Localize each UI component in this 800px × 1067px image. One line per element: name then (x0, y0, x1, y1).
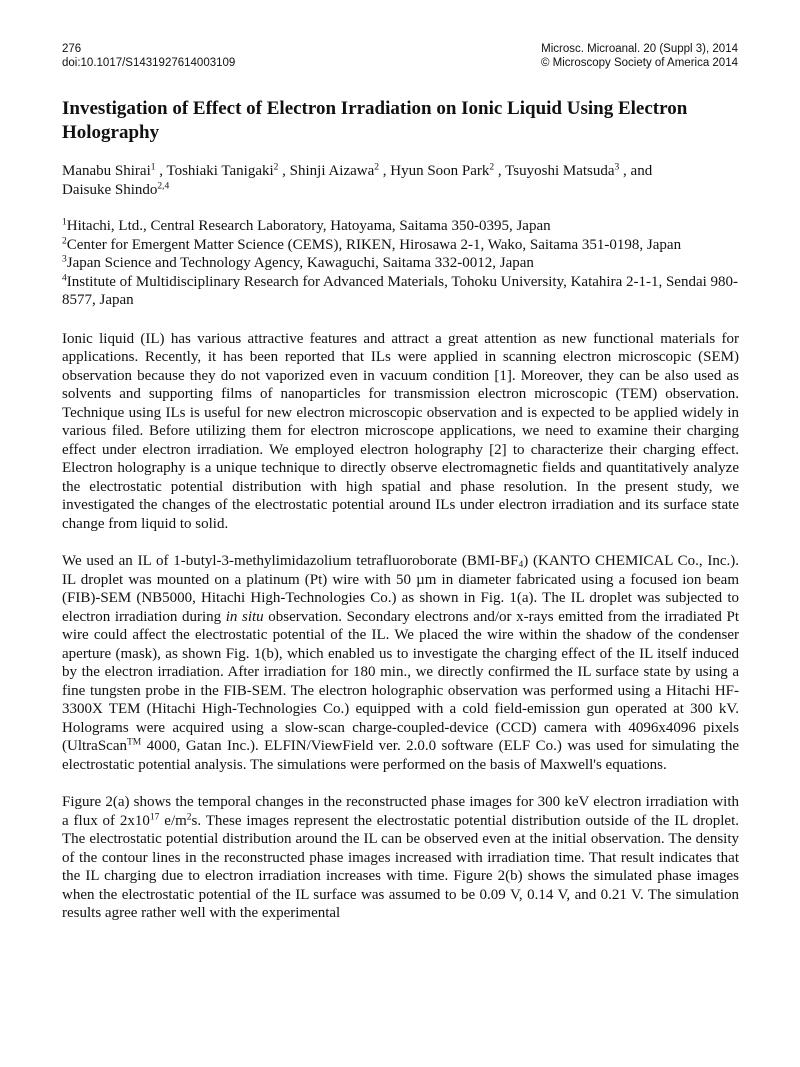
paper-title: Investigation of Effect of Electron Irradiation on Ionic Liquid Using Electron Holography (62, 98, 688, 143)
author-name: Shinji Aizawa (289, 163, 375, 179)
paragraph-methods: We used an IL of 1-butyl-3-methylimidazolium tetrafluoroborate $(BMI-BF_4)$ (KANTO CHEMICAL Co., Inc.). IL droplet was mounted on a platinum (Pt) wire with 50 µm in diameter fabricated using a focused ion beam (FIB)-SEM (NB5000, Hitachi High-Technologies Co.) as shown in Fig. 1(a). The IL droplet was subjected to electron irradiation during in situ observation. Secondary electrons and/or x-rays emitted from the irradiated Pt wire could affect the electrostatic potential of the IL. We placed the wire within the shadow of the condenser aperture (mask), as shown Fig. 1(b), which enabled us to investigate the charging effect of the IL itself induced by the electron irradiation. After irradiation for 180 min., we directly confirmed the IL surface state by using a fine tungsten probe in the FIB-SEM. The electron holographic observation was performed using a Hitachi HF-3300X TEM (Hitachi High-Technologies Co.) equipped with a cold field-emission gun operated at 300 kV. Holograms were acquired using a slow-scan charge-coupled-device (CCD) camera with 4096x4096 pixels (UltraScan™ 4000, Gatan Inc.). ELFIN/ViewField ver. 2.0.0 software (ELF Co.) was used for simulating the electrostatic potential analysis. The simulations were performed on the basis of Maxwell's equations. (62, 553, 740, 773)
author-separator: , (278, 163, 290, 179)
doi: doi:10.1017/S1431927614003109 (62, 57, 236, 69)
author-affiliation-mark: 2 (374, 162, 379, 173)
author-list (62, 162, 739, 200)
affiliation-text: Hitachi, Ltd., Central Research Laboratory, Hatoyama, Saitama 350-0395, Japan (66, 218, 551, 234)
author-name: Daisuke Shindo (62, 182, 158, 198)
affiliation (62, 236, 739, 255)
paragraph-results: Figure 2(a) shows the temporal changes in the reconstructed phase images for 300 keV electron irradiation with a flux of $2x10^{17}$ $e/m^2s$. These images represent the electrostatic potential distribution outside of the IL droplet. The electrostatic potential distribution around the IL can be observed even at the initial observation. The density of the contour lines in the reconstructed phase images increased with irradiation time. That result indicates that the IL charging due to electron irradiation increases with time. Figure 2(b) shows the simulated phase images when the electrostatic potential of the IL surface was assumed to be 0.09 V, 0.14 V, and 0.21 V. The simulation results agree rather well with the experimental (62, 794, 739, 921)
affiliation-mark: 4 (62, 273, 67, 283)
header-left (62, 42, 235, 70)
copyright: © Microscopy Society of America 2014 (540, 57, 738, 69)
affiliation-mark: 2 (62, 236, 67, 246)
author-name: Manabu Shirai (62, 163, 151, 179)
author-affiliation-mark: 2 (489, 162, 495, 173)
header-right (541, 42, 738, 70)
author-affiliation-mark: 2 (273, 162, 279, 173)
article-body (62, 97, 739, 923)
affiliation (62, 254, 739, 273)
affiliation-text: Japan Science and Technology Agency, Kawaguchi, Saitama 332-0012, Japan (66, 255, 534, 271)
author-affiliation-mark: 2,4 (157, 181, 170, 192)
author-affiliation-mark: 1 (150, 162, 156, 173)
affiliation-mark: 3 (62, 254, 67, 265)
affiliation-list (62, 217, 739, 310)
affiliation-text: Institute of Multidisciplinary Research for Advanced Materials, Tohoku University, Katahira 2-1-1, Sendai 980-8577, Japan (62, 273, 739, 308)
affiliation-text: Center for Emergent Matter Science (CEMS), RIKEN, Hirosawa 2-1, Wako, Saitama 351-0198, Japan (66, 236, 682, 253)
page-number: 276 (62, 43, 82, 55)
author-name: Hyun Soon Park (390, 163, 490, 179)
author-separator: , (494, 163, 506, 179)
journal-citation: Microsc. Microanal. 20 (Suppl 3), 2014 (541, 43, 738, 55)
author-affiliation-mark: 3 (614, 162, 620, 173)
author-name: Toshiaki Tanigaki (166, 163, 274, 179)
affiliation (62, 217, 739, 236)
paragraph-introduction: Ionic liquid (IL) has various attractive features and attract a great attention as new functional materials for applications. Recently, it has been reported that ILs were applied in scanning electron microscopic (SEM) observation because they do not vaporized even in vacuum condition [1]. Moreover, they can be also used as solvents and supporting films of nanoparticles for transmission electron microscopic (TEM) observation. Technique using ILs is useful for new electron microscopic observation and is expected to be applied widely in various filed. Before utilizing them for electron microscope applications, we need to examine their charging effect under electron irradiation. We employed electron holography [2] to characterize their charging effect. Electron holography is a unique technique to directly observe electromagnetic fields and quantitatively analyze the electrostatic potential distribution with high spatial and phase resolution. In the present study, we investigated the changes of the electrostatic potential around ILs under electron irradiation and its surface state change from liquid to solid. (62, 330, 739, 532)
author-separator: , (379, 163, 391, 179)
affiliation-mark: 1 (62, 217, 67, 228)
running-header (62, 42, 738, 72)
author-name: Tsuyoshi Matsuda (505, 163, 615, 179)
author-separator: , and (619, 163, 653, 179)
affiliation (62, 273, 739, 310)
author-separator: , (155, 163, 167, 179)
